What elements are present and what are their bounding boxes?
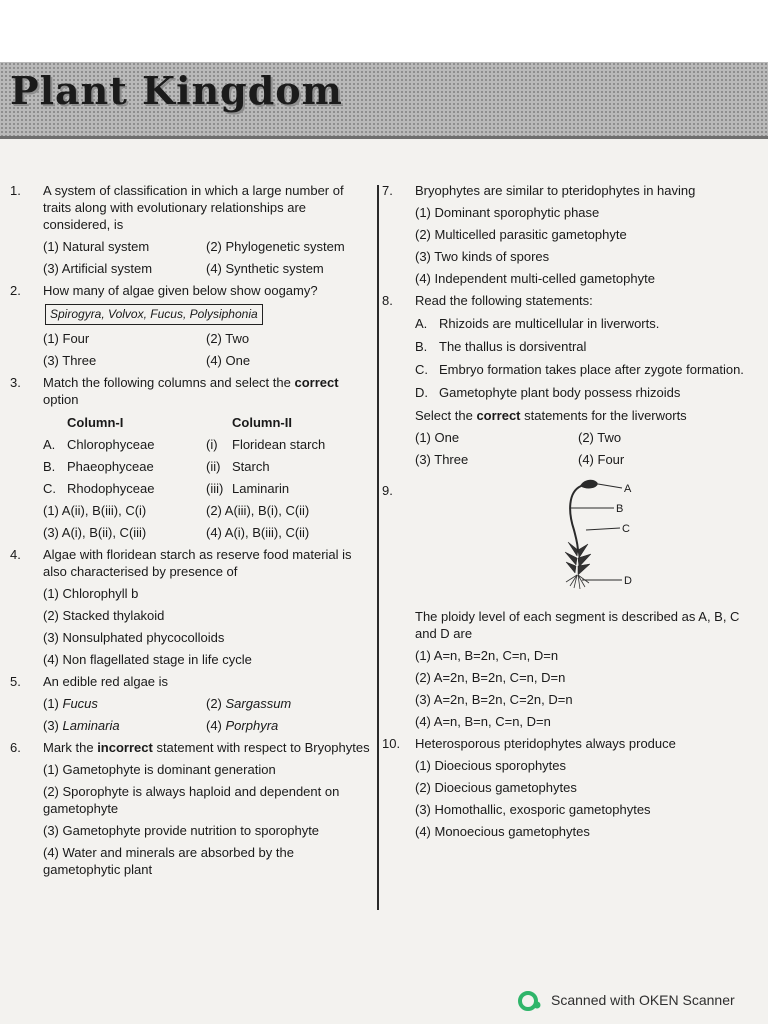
option-3: (3) Three	[415, 452, 469, 467]
statement-letter: B.	[415, 339, 428, 354]
option-2: (2) Stacked thylakoid	[43, 608, 165, 623]
question-number: 1.	[10, 183, 21, 198]
question-3	[10, 374, 372, 541]
instruction-part: Select the	[415, 408, 477, 423]
label-d: D	[624, 575, 632, 587]
question-9	[382, 482, 757, 730]
question-text: A system of classification in which a large number of traits along with evolutionary relationships are considered, is	[43, 183, 344, 232]
option-3: (3) Gametophyte provide nutrition to sporophyte	[43, 823, 320, 838]
question-text	[43, 374, 372, 408]
question-1	[10, 182, 372, 277]
label-a: A	[624, 483, 632, 495]
statement-c	[415, 361, 757, 378]
option-1: (1) Chlorophyll b	[43, 586, 139, 601]
option-3: (3) Nonsulphated phycocolloids	[43, 630, 225, 645]
moss-plant-diagram	[415, 482, 757, 608]
statement-letter: A.	[415, 316, 428, 331]
question-text: How many of algae given below show oogamy?	[43, 283, 318, 298]
option-text: Laminaria	[62, 718, 120, 733]
statement-letter: C.	[415, 362, 428, 377]
option-4: (4) Independent multi-celled gametophyte	[415, 271, 655, 286]
question-text: Algae with floridean starch as reserve food material is also characterised by presence of	[43, 547, 352, 579]
question-number: 10.	[382, 736, 401, 751]
row-roman: (ii)	[206, 459, 221, 474]
option-1: (1) Four	[43, 331, 90, 346]
question-4	[10, 546, 372, 668]
options	[43, 695, 372, 734]
label-c: C	[622, 523, 630, 535]
option-text: Sargassum	[225, 696, 292, 711]
statement-text: Gametophyte plant body possess rhizoids	[439, 385, 681, 400]
option-number: (3)	[43, 718, 59, 733]
seta-stalk	[570, 486, 581, 552]
question-10	[382, 735, 757, 840]
option-1	[43, 695, 206, 712]
match-row	[43, 458, 372, 475]
question-text: Read the following statements:	[415, 293, 593, 308]
option-1: (1) Natural system	[43, 239, 150, 254]
instruction-part: statements for the liverworts	[520, 408, 687, 423]
capsule-shape	[580, 480, 598, 489]
question-text: Heterosporous pteridophytes always produce	[415, 736, 676, 751]
option-4: (4) One	[206, 353, 251, 368]
question-text: Bryophytes are similar to pteridophytes in having	[415, 183, 696, 198]
options	[43, 502, 372, 541]
question-text-part: Mark the	[43, 740, 98, 755]
watermark-text: Scanned with OKEN Scanner	[551, 992, 735, 1008]
option-1: (1) Gametophyte is dominant generation	[43, 762, 276, 777]
option-2: (2) Two	[578, 430, 622, 445]
question-number: 7.	[382, 183, 393, 198]
row-letter: B.	[43, 459, 56, 474]
scanner-watermark	[517, 990, 757, 1012]
left-column	[10, 182, 372, 883]
match-column-headers	[43, 414, 372, 431]
question-text	[43, 739, 372, 756]
column-2-item: Floridean starch	[232, 437, 326, 452]
statement-a	[415, 315, 757, 332]
option-4: (4) Monoecious gametophytes	[415, 824, 590, 839]
question-number: 4.	[10, 547, 21, 562]
question-2	[10, 282, 372, 369]
options	[43, 330, 372, 369]
question-text-part: option	[43, 392, 79, 407]
title-banner	[0, 62, 768, 139]
question-number: 5.	[10, 674, 21, 689]
option-2: (2) Two	[206, 331, 250, 346]
option-1: (1) One	[415, 430, 460, 445]
column-2-header: Column-II	[232, 415, 292, 430]
option-4: (4) Synthetic system	[206, 261, 324, 276]
rhizoids	[566, 575, 589, 589]
option-1: (1) Dominant sporophytic phase	[415, 205, 600, 220]
question-number: 9.	[382, 483, 393, 498]
statement-text: Embryo formation takes place after zygote formation.	[439, 362, 744, 377]
option-4: (4) A(i), B(iii), C(ii)	[206, 525, 310, 540]
question-7	[382, 182, 757, 287]
question-text-emphasis: correct	[294, 375, 339, 390]
question-text-part: statement with respect to Bryophytes	[152, 740, 370, 755]
option-2: (2) Sporophyte is always haploid and dependent on gametophyte	[43, 784, 340, 816]
option-3: (3) A(i), B(ii), C(iii)	[43, 525, 147, 540]
option-4: (4) Water and minerals are absorbed by the gametophytic plant	[43, 845, 294, 877]
column-divider	[377, 185, 379, 910]
moss-plant-figure	[530, 472, 640, 598]
option-number: (4)	[206, 718, 222, 733]
logo-dot	[534, 1002, 541, 1009]
question-6	[10, 739, 372, 878]
right-column	[382, 182, 757, 845]
question-number: 2.	[10, 283, 21, 298]
option-3: (3) Three	[43, 353, 97, 368]
option-3	[43, 717, 206, 734]
option-1: (1) A=n, B=2n, C=n, D=n	[415, 648, 559, 663]
algae-list-box: Spirogyra, Volvox, Fucus, Polysiphonia	[45, 304, 263, 325]
column-1-item: Phaeophyceae	[67, 459, 154, 474]
question-number: 6.	[10, 740, 21, 755]
row-roman: (i)	[206, 437, 218, 452]
row-roman: (iii)	[206, 481, 224, 496]
question-text-part: Match the following columns and select the	[43, 375, 295, 390]
option-text: Fucus	[62, 696, 98, 711]
instruction-emphasis: correct	[476, 408, 521, 423]
statement-text: The thallus is dorsiventral	[439, 339, 587, 354]
question-5	[10, 673, 372, 734]
column-2-item: Laminarin	[232, 481, 290, 496]
option-3: (3) Artificial system	[43, 261, 153, 276]
top-margin	[0, 0, 768, 62]
option-4: (4) A=n, B=n, C=n, D=n	[415, 714, 551, 729]
row-letter: C.	[43, 481, 56, 496]
question-text: The ploidy level of each segment is described as A, B, C and D are	[415, 609, 740, 641]
match-row	[43, 480, 372, 497]
option-3: (3) Two kinds of spores	[415, 249, 550, 264]
question-number: 3.	[10, 375, 21, 390]
option-1: (1) A(ii), B(iii), C(i)	[43, 503, 147, 518]
option-number: (1)	[43, 696, 59, 711]
pointer-a	[598, 484, 622, 488]
statement-d	[415, 384, 757, 401]
option-number: (2)	[206, 696, 222, 711]
match-row	[43, 436, 372, 453]
statement-letter: D.	[415, 385, 428, 400]
option-2: (2) Dioecious gametophytes	[415, 780, 577, 795]
pointer-c	[586, 528, 620, 530]
option-4: (4) Non flagellated stage in life cycle	[43, 652, 252, 667]
option-4	[206, 717, 372, 734]
option-text: Porphyra	[225, 718, 279, 733]
oken-scanner-logo-icon	[517, 990, 543, 1012]
option-2: (2) Multicelled parasitic gametophyte	[415, 227, 627, 242]
option-2	[206, 695, 372, 712]
column-1-item: Chlorophyceae	[67, 437, 155, 452]
option-3: (3) A=2n, B=2n, C=2n, D=n	[415, 692, 573, 707]
column-2-item: Starch	[232, 459, 270, 474]
question-8	[382, 292, 757, 468]
statement-text: Rhizoids are multicellular in liverworts.	[439, 316, 660, 331]
question-number: 8.	[382, 293, 393, 308]
option-2: (2) A(iii), B(i), C(ii)	[206, 503, 310, 518]
statement-b	[415, 338, 757, 355]
options	[415, 429, 757, 468]
question-text-emphasis: incorrect	[97, 740, 153, 755]
select-instruction	[415, 407, 757, 424]
row-letter: A.	[43, 437, 56, 452]
option-3: (3) Homothallic, exosporic gametophytes	[415, 802, 651, 817]
question-text: An edible red algae is	[43, 674, 169, 689]
option-4: (4) Four	[578, 452, 625, 467]
options	[43, 238, 372, 277]
option-2: (2) Phylogenetic system	[206, 239, 345, 254]
column-1-header: Column-I	[67, 415, 124, 430]
column-1-item: Rhodophyceae	[67, 481, 155, 496]
option-1: (1) Dioecious sporophytes	[415, 758, 567, 773]
logo-ring	[520, 993, 536, 1009]
option-2: (2) A=2n, B=2n, C=n, D=n	[415, 670, 566, 685]
label-b: B	[616, 503, 624, 515]
page-title: Plant Kingdom	[10, 68, 343, 113]
